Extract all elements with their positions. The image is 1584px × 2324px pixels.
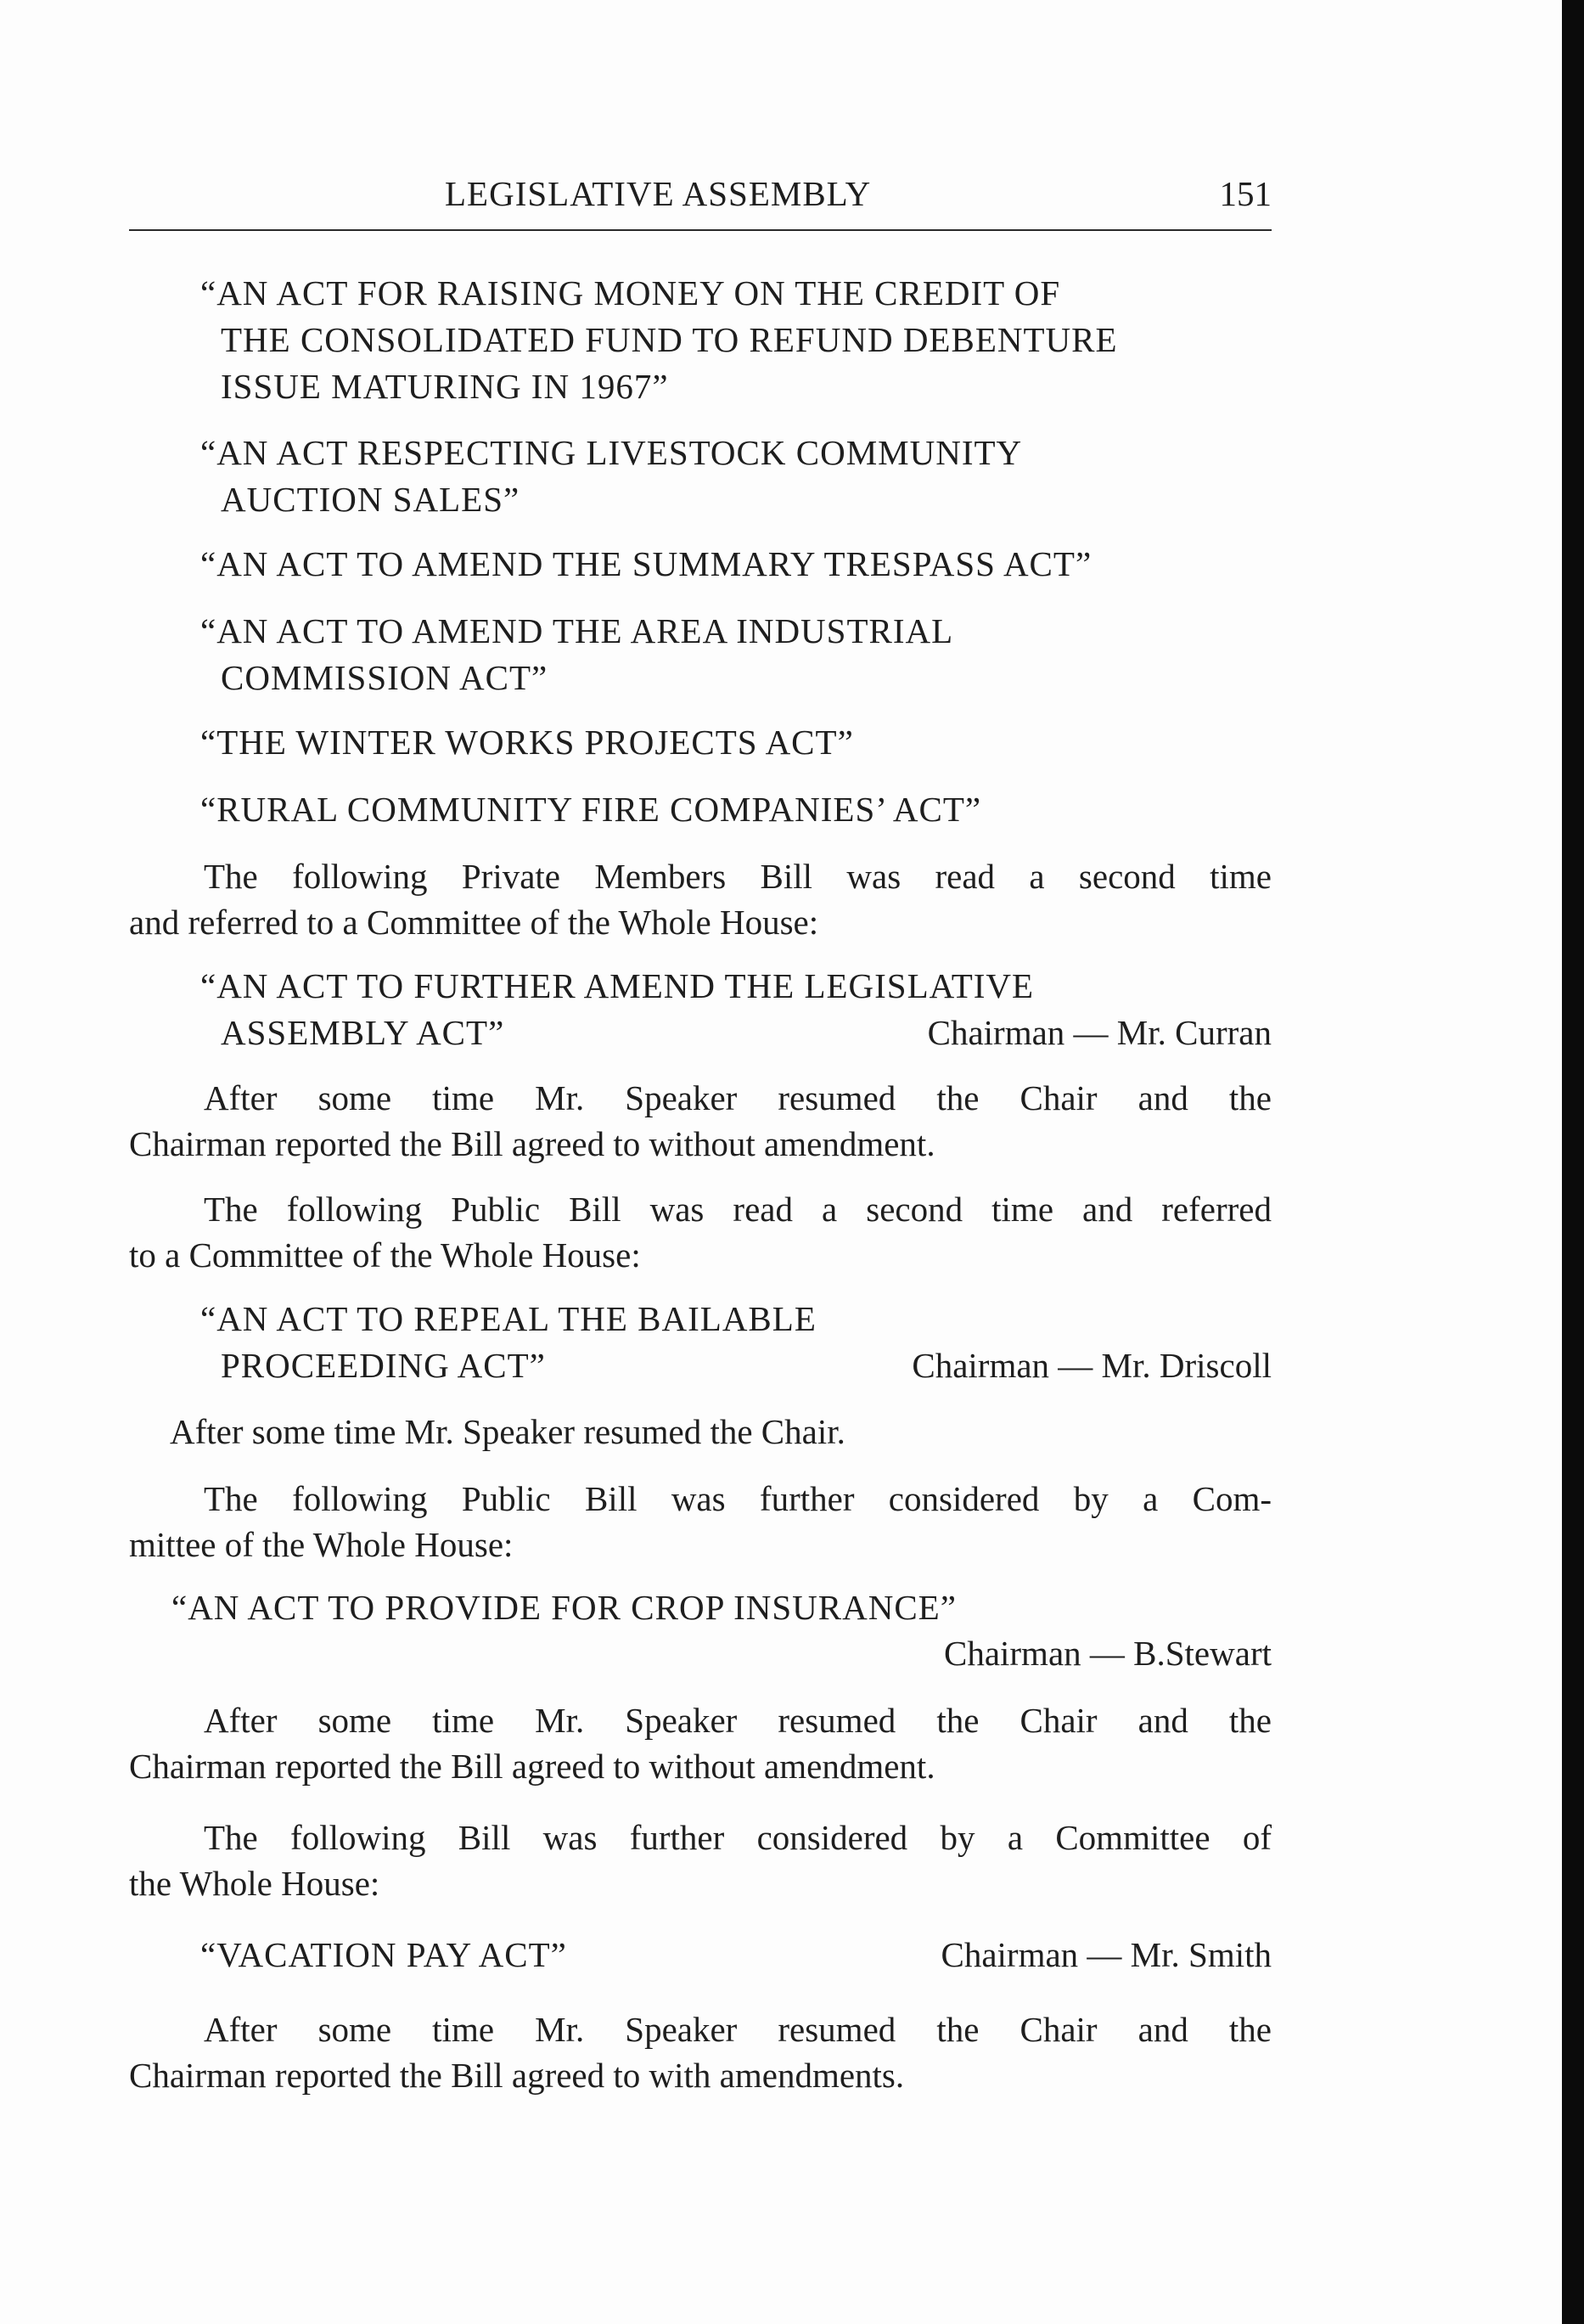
bill-legislative-chairman: Chairman — Mr. Curran	[927, 1013, 1272, 1052]
act-trespass: “AN ACT TO AMEND THE SUMMARY TRESPASS ACT”	[200, 544, 1093, 583]
bill-crop-line-1: “AN ACT TO PROVIDE FOR CROP INSURANCE”	[171, 1588, 957, 1627]
para-report-3-line-2: Chairman reported the Bill agreed to with amendments.	[129, 2056, 905, 2095]
page-header	[129, 173, 1272, 231]
para-bill-line-1: The following Bill was further considered by a Committee of	[204, 1818, 1272, 1857]
act-area-industrial-line-1: “AN ACT TO AMEND THE AREA INDUSTRIAL	[200, 611, 954, 650]
para-report-2-line-2: Chairman reported the Bill agreed to without amendment.	[129, 1747, 935, 1786]
bill-legislative-line-2: ASSEMBLY ACT”	[221, 1013, 505, 1052]
para-report-1-line-2: Chairman reported the Bill agreed to without amendment.	[129, 1124, 935, 1163]
act-raising-money-line-1: “AN ACT FOR RAISING MONEY ON THE CREDIT OF	[200, 273, 1061, 312]
act-livestock-line-2: AUCTION SALES”	[221, 480, 520, 519]
act-livestock-line-1: “AN ACT RESPECTING LIVESTOCK COMMUNITY	[200, 433, 1023, 472]
para-public-1-line-1: The following Public Bill was read a second time and referred	[204, 1190, 1272, 1229]
para-report-1-line-1: After some time Mr. Speaker resumed the Chair and the	[204, 1078, 1272, 1117]
bill-legislative-line-1: “AN ACT TO FURTHER AMEND THE LEGISLATIVE	[200, 966, 1035, 1005]
para-chair: After some time Mr. Speaker resumed the Chair.	[170, 1412, 845, 1451]
act-winter-works: “THE WINTER WORKS PROJECTS ACT”	[200, 723, 854, 762]
bill-vacation-chairman: Chairman — Mr. Smith	[941, 1935, 1272, 1974]
bill-bailable-line-2: PROCEEDING ACT”	[221, 1346, 546, 1385]
para-public-2-line-1: The following Public Bill was further considered by a Com-	[204, 1479, 1272, 1518]
scan-edge-shadow	[1562, 0, 1584, 2324]
act-raising-money-line-3: ISSUE MATURING IN 1967”	[221, 367, 669, 406]
para-bill-line-2: the Whole House:	[129, 1864, 380, 1903]
para-private-line-2: and referred to a Committee of the Whole House:	[129, 903, 819, 942]
para-public-2-line-2: mittee of the Whole House:	[129, 1525, 514, 1564]
act-raising-money-line-2: THE CONSOLIDATED FUND TO REFUND DEBENTURE	[221, 320, 1118, 359]
act-area-industrial-line-2: COMMISSION ACT”	[221, 658, 548, 697]
bill-crop-chairman: Chairman — B.Stewart	[943, 1634, 1272, 1673]
para-report-3-line-1: After some time Mr. Speaker resumed the Chair and the	[204, 2010, 1272, 2049]
para-report-2-line-1: After some time Mr. Speaker resumed the Chair and the	[204, 1701, 1272, 1740]
para-public-1-line-2: to a Committee of the Whole House:	[129, 1235, 641, 1275]
bill-bailable-line-1: “AN ACT TO REPEAL THE BAILABLE	[200, 1299, 817, 1338]
bill-bailable-chairman: Chairman — Mr. Driscoll	[912, 1346, 1272, 1385]
act-rural-fire: “RURAL COMMUNITY FIRE COMPANIES’ ACT”	[200, 790, 982, 829]
page-number: 151	[1219, 174, 1272, 213]
running-head: LEGISLATIVE ASSEMBLY	[445, 174, 872, 213]
bill-vacation-line-1: “VACATION PAY ACT”	[200, 1935, 567, 1974]
para-private-line-1: The following Private Members Bill was read a second time	[204, 857, 1272, 896]
